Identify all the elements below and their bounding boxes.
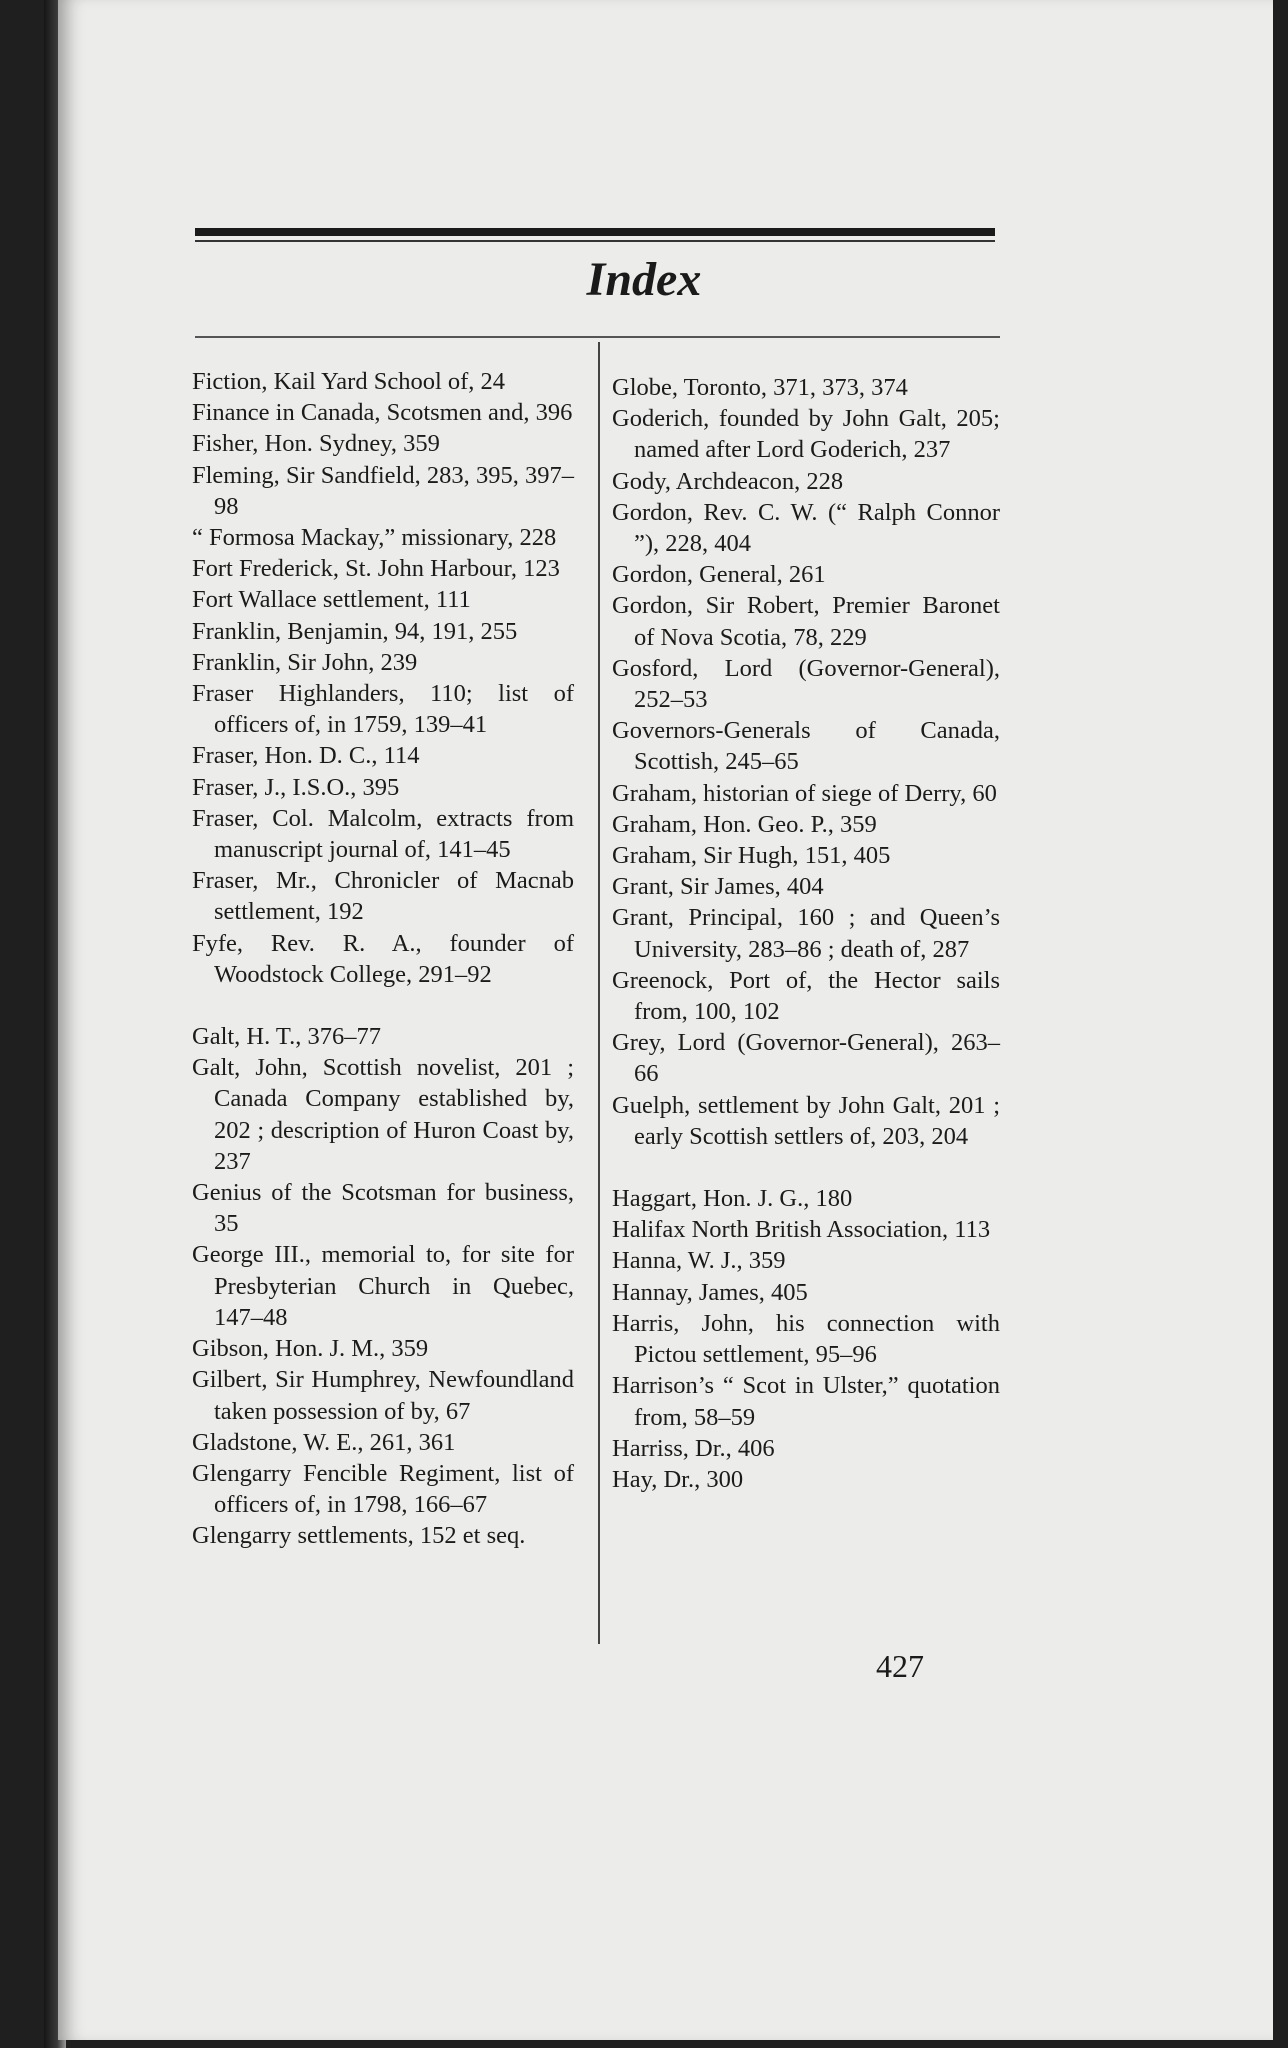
- index-entry: Grant, Principal, 160 ; and Queen’s University, 283–86 ; death of, 287: [612, 904, 1000, 963]
- index-entry: Glengarry Fencible Regiment, list of officers of, in 1798, 166–67: [192, 1459, 574, 1519]
- index-entry: Galt, H. T., 376–77: [192, 1023, 381, 1051]
- index-entry: Graham, Sir Hugh, 151, 405: [612, 842, 891, 870]
- title-rule: [195, 336, 1000, 338]
- index-entry: Haggart, Hon. J. G., 180: [612, 1185, 853, 1213]
- index-entry: Fraser Highlanders, 110; list of officers of, in 1759, 139–41: [192, 680, 574, 739]
- index-entry: Graham, historian of siege of Derry, 60: [612, 779, 997, 807]
- index-entry: Fraser, Col. Malcolm, extracts from manuscript journal of, 141–45: [192, 804, 574, 864]
- index-entry: Goderich, founded by John Galt, 205; named after Lord Goderich, 237: [612, 405, 1000, 464]
- index-entry: Fiction, Kail Yard School of, 24: [192, 368, 506, 395]
- index-entry: Guelph, settlement by John Galt, 201 ; early Scottish settlers of, 203, 204: [612, 1091, 1000, 1150]
- index-entry: Fleming, Sir Sandfield, 283, 395, 397–98: [192, 461, 574, 520]
- page-title: Index: [586, 253, 702, 306]
- index-entry: Gordon, Rev. C. W. (“ Ralph Connor ”), 228, 404: [612, 498, 1000, 558]
- index-entry: Fraser, J., I.S.O., 395: [192, 773, 400, 801]
- page-number: 427: [876, 1648, 924, 1684]
- index-entry: Fyfe, Rev. R. A., founder of Woodstock College, 291–92: [192, 929, 574, 988]
- index-entry: Harrison’s “ Scot in Ulster,” quotation from, 58–59: [612, 1372, 1000, 1431]
- column-divider: [598, 342, 600, 1644]
- index-entry: Fort Wallace settlement, 111: [192, 586, 471, 614]
- index-entry: Fraser, Mr., Chronicler of Macnab settlement, 192: [192, 867, 574, 926]
- index-entry: Globe, Toronto, 371, 373, 374: [612, 374, 908, 401]
- index-entry: George III., memorial to, for site for Presbyterian Church in Quebec, 147–48: [192, 1241, 574, 1331]
- index-entry: Gosford, Lord (Governor-General), 252–53: [612, 654, 1000, 714]
- index-entry: Graham, Hon. Geo. P., 359: [612, 810, 877, 838]
- index-entry: Harris, John, his connection with Pictou settlement, 95–96: [612, 1309, 1000, 1369]
- section-gap: [192, 990, 574, 1021]
- index-entry: Grey, Lord (Governor-General), 263–66: [612, 1029, 1000, 1088]
- index-entry: Gladstone, W. E., 261, 361: [192, 1428, 456, 1456]
- index-entry: Gody, Archdeacon, 228: [612, 467, 844, 495]
- index-entry: Hay, Dr., 300: [612, 1465, 744, 1493]
- index-entry: Hanna, W. J., 359: [612, 1247, 786, 1275]
- index-entry: Glengarry settlements, 152 et seq.: [192, 1522, 526, 1550]
- index-entry: Fisher, Hon. Sydney, 359: [192, 430, 440, 458]
- index-entry: Franklin, Sir John, 239: [192, 648, 418, 676]
- index-entry: Halifax North British Association, 113: [612, 1216, 991, 1244]
- header-rule-thick: [195, 228, 995, 236]
- index-entry: Gordon, Sir Robert, Premier Baronet of Nova Scotia, 78, 229: [612, 592, 1000, 651]
- index-entry: Galt, John, Scottish novelist, 201 ; Canada Company established by, 202 ; description of Huron Coast by, 237: [192, 1054, 574, 1175]
- index-entry: Fraser, Hon. D. C., 114: [192, 742, 420, 770]
- index-entry: Gilbert, Sir Humphrey, Newfoundland taken possession of by, 67: [192, 1366, 574, 1425]
- index-entry: Harriss, Dr., 406: [612, 1434, 775, 1462]
- header-rule-thin: [195, 240, 995, 242]
- index-entry: Franklin, Benjamin, 94, 191, 255: [192, 617, 518, 645]
- index-entry: Greenock, Port of, the Hector sails from, 100, 102: [612, 966, 1000, 1026]
- index-entry: Gibson, Hon. J. M., 359: [192, 1335, 429, 1363]
- index-column-right: [612, 372, 1000, 1495]
- index-entry: Hannay, James, 405: [612, 1278, 808, 1306]
- index-entry: Gordon, General, 261: [612, 561, 826, 589]
- index-entry: Fort Frederick, St. John Harbour, 123: [192, 555, 560, 583]
- index-entry: Grant, Sir James, 404: [612, 873, 824, 901]
- index-entry: “ Formosa Mackay,” missionary, 228: [192, 524, 557, 552]
- index-entry: Governors-Generals of Canada, Scottish, 245–65: [612, 717, 1000, 776]
- section-gap: [612, 1152, 1000, 1183]
- index-column-left: [192, 366, 574, 1552]
- index-entry: Finance in Canada, Scotsmen and, 396: [192, 399, 573, 427]
- index-entry: Genius of the Scotsman for business, 35: [192, 1179, 574, 1238]
